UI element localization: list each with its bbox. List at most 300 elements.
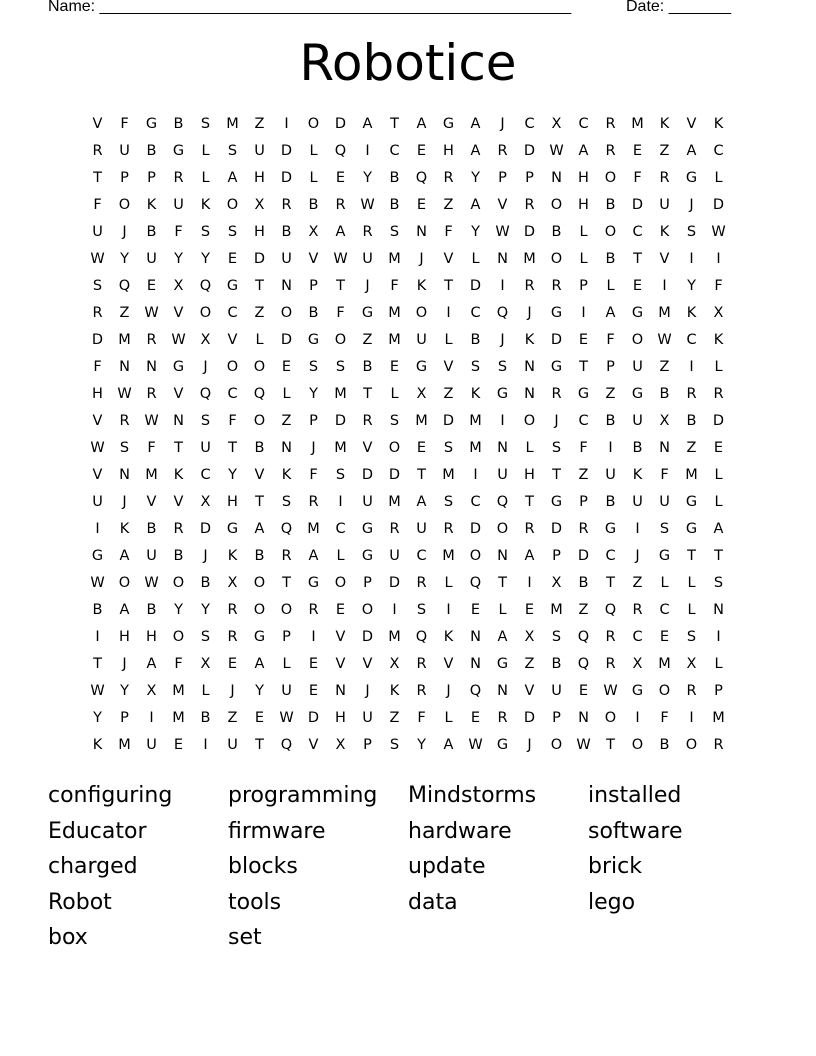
grid-letter: M [334, 386, 347, 402]
grid-letter: Y [93, 710, 102, 726]
grid-letter: E [308, 656, 319, 672]
grid-letter: R [416, 656, 427, 672]
grid-letter: D [442, 413, 455, 429]
grid-letter: G [604, 521, 617, 537]
grid-letter: N [119, 467, 130, 483]
grid-letter: B [200, 575, 211, 591]
grid-letter: O [631, 332, 644, 348]
grid-letter: S [200, 629, 211, 645]
grid-letter: Z [389, 710, 400, 726]
grid-letter: M [388, 305, 401, 321]
grid-letter: C [200, 467, 211, 483]
grid-letter: M [523, 251, 536, 267]
grid-row [84, 489, 732, 516]
grid-letter: M [469, 413, 482, 429]
grid-letter: H [524, 467, 535, 483]
grid-letter: X [524, 629, 535, 645]
grid-letter: R [146, 386, 157, 402]
grid-letter: R [119, 413, 130, 429]
grid-letter: M [172, 710, 185, 726]
grid-letter: T [390, 116, 399, 132]
grid-row [84, 111, 732, 138]
grid-letter: D [361, 629, 374, 645]
grid-letter: J [689, 197, 694, 213]
grid-letter: T [174, 440, 183, 456]
grid-letter: G [145, 116, 158, 132]
grid-letter: L [714, 467, 723, 483]
grid-letter: P [309, 278, 318, 294]
grid-letter: U [632, 413, 643, 429]
grid-letter: L [606, 278, 615, 294]
grid-letter: O [226, 359, 239, 375]
word-search-grid [84, 111, 732, 759]
grid-letter: P [579, 494, 588, 510]
grid-letter: K [659, 224, 670, 240]
grid-letter: U [281, 683, 292, 699]
grid-letter: M [550, 602, 563, 618]
grid-letter: E [659, 629, 670, 645]
grid-letter: E [281, 359, 292, 375]
grid-letter: Q [253, 386, 266, 402]
grid-letter: M [442, 548, 455, 564]
grid-letter: E [416, 143, 427, 159]
grid-letter: U [632, 359, 643, 375]
grid-letter: A [470, 116, 481, 132]
grid-letter: G [361, 305, 374, 321]
grid-letter: D [388, 575, 401, 591]
date-field: Date: _______ [626, 0, 731, 15]
grid-letter: R [524, 278, 535, 294]
grid-letter: G [415, 359, 428, 375]
grid-letter: N [470, 629, 481, 645]
grid-letter: R [281, 548, 292, 564]
grid-letter: M [118, 737, 131, 753]
grid-letter: A [335, 224, 346, 240]
grid-letter: A [713, 521, 724, 537]
grid-letter: U [92, 224, 103, 240]
grid-letter: D [199, 521, 212, 537]
grid-letter: L [660, 575, 669, 591]
grid-letter: K [524, 332, 535, 348]
grid-letter: D [361, 467, 374, 483]
grid-letter: U [146, 548, 157, 564]
grid-letter: E [146, 278, 157, 294]
grid-letter: V [92, 467, 103, 483]
grid-letter: C [227, 386, 238, 402]
grid-letter: X [173, 278, 184, 294]
grid-letter: Z [281, 413, 292, 429]
grid-letter: V [443, 251, 454, 267]
grid-letter: T [417, 467, 426, 483]
grid-letter: D [280, 143, 293, 159]
grid-letter: B [389, 197, 400, 213]
grid-letter: Z [578, 602, 589, 618]
word-list-item: Robot [48, 889, 112, 915]
grid-letter: D [307, 710, 320, 726]
grid-letter: I [284, 116, 289, 132]
grid-letter: O [550, 197, 563, 213]
grid-letter: O [685, 737, 698, 753]
grid-letter: H [578, 197, 589, 213]
grid-letter: Z [686, 440, 697, 456]
grid-letter: J [635, 548, 640, 564]
grid-letter: I [716, 629, 721, 645]
grid-letter: E [632, 143, 643, 159]
grid-letter: E [335, 170, 346, 186]
grid-letter: G [226, 521, 239, 537]
grid-letter: A [686, 143, 697, 159]
grid-letter: E [227, 656, 238, 672]
grid-letter: L [201, 683, 210, 699]
grid-letter: M [334, 440, 347, 456]
grid-letter: L [579, 251, 588, 267]
grid-letter: E [470, 602, 481, 618]
grid-letter: V [308, 251, 319, 267]
grid-letter: C [416, 548, 427, 564]
grid-row [84, 651, 732, 678]
grid-letter: V [173, 494, 184, 510]
grid-letter: H [227, 494, 238, 510]
grid-letter: R [605, 656, 616, 672]
grid-letter: G [685, 494, 698, 510]
grid-letter: F [633, 170, 642, 186]
grid-letter: R [632, 602, 643, 618]
grid-letter: R [497, 710, 508, 726]
grid-letter: W [360, 197, 375, 213]
grid-letter: B [254, 548, 265, 564]
grid-letter: W [495, 224, 510, 240]
word-list-item: firmware [228, 818, 326, 844]
grid-letter: M [415, 413, 428, 429]
grid-letter: J [122, 656, 127, 672]
grid-letter: Q [496, 305, 509, 321]
grid-letter: X [416, 386, 427, 402]
grid-letter: A [470, 143, 481, 159]
grid-letter: L [444, 710, 453, 726]
grid-letter: S [389, 413, 400, 429]
grid-letter: B [254, 440, 265, 456]
grid-letter: P [525, 170, 534, 186]
grid-row [84, 300, 732, 327]
grid-letter: L [525, 440, 534, 456]
grid-letter: K [146, 197, 157, 213]
grid-letter: V [335, 656, 346, 672]
grid-letter: X [713, 305, 724, 321]
grid-letter: N [497, 548, 508, 564]
grid-letter: R [308, 602, 319, 618]
grid-row [84, 327, 732, 354]
grid-letter: T [282, 575, 291, 591]
grid-letter: M [469, 440, 482, 456]
grid-letter: G [658, 548, 671, 564]
word-list-item: programming [228, 783, 378, 808]
grid-letter: V [524, 683, 535, 699]
grid-letter: X [200, 494, 211, 510]
grid-letter: Z [632, 575, 643, 591]
grid-letter: O [280, 602, 293, 618]
grid-letter: T [606, 737, 615, 753]
grid-letter: M [658, 656, 671, 672]
grid-letter: O [253, 359, 266, 375]
grid-letter: G [172, 143, 185, 159]
grid-letter: S [470, 359, 481, 375]
grid-letter: X [551, 116, 562, 132]
grid-letter: X [308, 224, 319, 240]
grid-letter: K [281, 467, 292, 483]
grid-letter: Z [254, 116, 265, 132]
grid-letter: T [552, 467, 561, 483]
word-list-item: Educator [48, 818, 147, 844]
grid-letter: W [90, 251, 105, 267]
grid-letter: L [687, 575, 696, 591]
grid-letter: W [333, 251, 348, 267]
grid-letter: Q [118, 278, 131, 294]
grid-letter: U [146, 251, 157, 267]
grid-letter: C [605, 548, 616, 564]
grid-letter: G [550, 359, 563, 375]
grid-letter: R [173, 170, 184, 186]
grid-letter: O [307, 116, 320, 132]
grid-letter: O [280, 305, 293, 321]
grid-letter: X [227, 575, 238, 591]
grid-letter: Z [524, 656, 535, 672]
grid-letter: R [686, 683, 697, 699]
grid-letter: D [469, 278, 482, 294]
grid-letter: I [527, 575, 532, 591]
grid-letter: W [576, 737, 591, 753]
grid-letter: B [200, 710, 211, 726]
grid-letter: S [335, 359, 346, 375]
grid-letter: M [172, 683, 185, 699]
grid-letter: L [390, 386, 399, 402]
grid-letter: A [497, 629, 508, 645]
word-list-item: tools [228, 889, 282, 915]
grid-letter: O [496, 521, 509, 537]
grid-letter: T [336, 278, 345, 294]
grid-letter: R [524, 521, 535, 537]
grid-letter: P [579, 278, 588, 294]
grid-letter: B [605, 197, 616, 213]
grid-row [84, 354, 732, 381]
grid-letter: U [605, 467, 616, 483]
grid-row [84, 516, 732, 543]
grid-letter: I [203, 737, 208, 753]
grid-letter: D [523, 143, 536, 159]
grid-letter: B [146, 602, 157, 618]
grid-letter: C [470, 305, 481, 321]
grid-letter: H [254, 224, 265, 240]
grid-letter: P [498, 170, 507, 186]
grid-letter: A [254, 656, 265, 672]
grid-letter: V [335, 629, 346, 645]
grid-letter: D [712, 197, 725, 213]
grid-letter: L [579, 224, 588, 240]
grid-letter: Q [334, 143, 347, 159]
grid-letter: B [92, 602, 103, 618]
grid-letter: F [390, 278, 399, 294]
grid-letter: K [389, 683, 400, 699]
word-list-item: brick [588, 854, 642, 880]
grid-letter: F [93, 197, 102, 213]
grid-letter: R [605, 143, 616, 159]
grid-letter: A [416, 116, 427, 132]
grid-letter: Q [280, 737, 293, 753]
grid-letter: K [443, 629, 454, 645]
grid-letter: B [146, 224, 157, 240]
grid-letter: D [280, 332, 293, 348]
grid-letter: U [632, 494, 643, 510]
word-list-item: installed [588, 783, 682, 808]
grid-letter: F [444, 224, 453, 240]
grid-letter: R [551, 386, 562, 402]
grid-letter: K [173, 467, 184, 483]
grid-letter: J [527, 305, 532, 321]
grid-letter: D [280, 170, 293, 186]
grid-letter: L [336, 548, 345, 564]
grid-letter: W [144, 413, 159, 429]
grid-letter: T [687, 548, 696, 564]
grid-letter: L [309, 170, 318, 186]
grid-letter: D [550, 332, 563, 348]
grid-letter: R [578, 521, 589, 537]
grid-row [84, 543, 732, 570]
grid-letter: C [578, 413, 589, 429]
grid-letter: N [281, 440, 292, 456]
grid-row [84, 192, 732, 219]
grid-letter: D [550, 521, 563, 537]
grid-letter: Q [577, 629, 590, 645]
word-list-item: software [588, 818, 683, 844]
grid-letter: O [631, 737, 644, 753]
grid-letter: S [443, 440, 454, 456]
grid-letter: I [95, 521, 100, 537]
grid-letter: D [91, 332, 104, 348]
grid-letter: W [90, 440, 105, 456]
grid-letter: O [604, 710, 617, 726]
grid-letter: M [388, 494, 401, 510]
grid-letter: T [255, 737, 264, 753]
grid-letter: U [227, 737, 238, 753]
grid-row [84, 462, 732, 489]
grid-letter: O [172, 575, 185, 591]
grid-letter: C [389, 143, 400, 159]
grid-letter: J [500, 332, 505, 348]
grid-letter: U [362, 710, 373, 726]
grid-letter: G [91, 548, 104, 564]
word-list-item: configuring [48, 783, 173, 808]
grid-letter: M [685, 467, 698, 483]
word-list-item: update [408, 854, 486, 880]
grid-letter: E [632, 278, 643, 294]
grid-letter: B [308, 305, 319, 321]
grid-letter: J [419, 251, 424, 267]
grid-letter: I [446, 602, 451, 618]
grid-letter: U [659, 494, 670, 510]
grid-letter: M [631, 116, 644, 132]
grid-letter: Q [604, 602, 617, 618]
grid-letter: B [389, 170, 400, 186]
grid-letter: Z [659, 359, 670, 375]
grid-letter: S [200, 116, 211, 132]
grid-letter: Z [443, 386, 454, 402]
grid-letter: B [551, 224, 562, 240]
grid-letter: K [686, 305, 697, 321]
grid-letter: F [174, 224, 183, 240]
grid-letter: N [713, 602, 724, 618]
grid-letter: R [416, 683, 427, 699]
grid-letter: R [389, 521, 400, 537]
grid-letter: W [144, 305, 159, 321]
grid-letter: I [716, 251, 721, 267]
grid-letter: I [473, 467, 478, 483]
grid-letter: A [578, 143, 589, 159]
grid-letter: L [471, 251, 480, 267]
grid-letter: S [119, 440, 130, 456]
grid-letter: J [365, 683, 370, 699]
grid-letter: Y [309, 386, 318, 402]
grid-letter: P [552, 548, 561, 564]
grid-letter: O [604, 170, 617, 186]
grid-letter: S [659, 521, 670, 537]
grid-letter: N [119, 359, 130, 375]
grid-letter: H [146, 629, 157, 645]
word-list-item: set [228, 925, 262, 951]
grid-letter: W [144, 575, 159, 591]
grid-letter: W [90, 575, 105, 591]
grid-letter: V [92, 116, 103, 132]
grid-letter: D [523, 224, 536, 240]
grid-row [84, 138, 732, 165]
grid-letter: R [362, 224, 373, 240]
grid-letter: D [253, 251, 266, 267]
word-list-item: charged [48, 854, 138, 880]
grid-letter: V [92, 413, 103, 429]
grid-letter: R [713, 386, 724, 402]
grid-letter: L [282, 386, 291, 402]
grid-letter: P [606, 359, 615, 375]
grid-letter: I [689, 710, 694, 726]
grid-letter: A [146, 656, 157, 672]
grid-letter: U [146, 737, 157, 753]
grid-letter: F [93, 359, 102, 375]
grid-letter: O [604, 224, 617, 240]
grid-letter: Y [417, 737, 426, 753]
grid-letter: W [603, 683, 618, 699]
word-list-item: lego [588, 889, 636, 915]
grid-letter: M [442, 467, 455, 483]
grid-letter: E [416, 197, 427, 213]
grid-letter: O [550, 251, 563, 267]
grid-letter: O [658, 683, 671, 699]
grid-letter: G [550, 305, 563, 321]
grid-letter: Y [471, 224, 480, 240]
grid-letter: J [203, 359, 208, 375]
grid-letter: E [335, 602, 346, 618]
grid-letter: R [92, 305, 103, 321]
grid-letter: S [686, 629, 697, 645]
grid-letter: D [334, 116, 347, 132]
grid-letter: I [338, 494, 343, 510]
grid-letter: W [657, 332, 672, 348]
grid-row [84, 219, 732, 246]
grid-letter: A [119, 602, 130, 618]
grid-letter: J [311, 440, 316, 456]
grid-letter: V [443, 359, 454, 375]
grid-letter: O [361, 602, 374, 618]
grid-letter: N [497, 683, 508, 699]
grid-letter: N [497, 440, 508, 456]
grid-letter: P [309, 413, 318, 429]
